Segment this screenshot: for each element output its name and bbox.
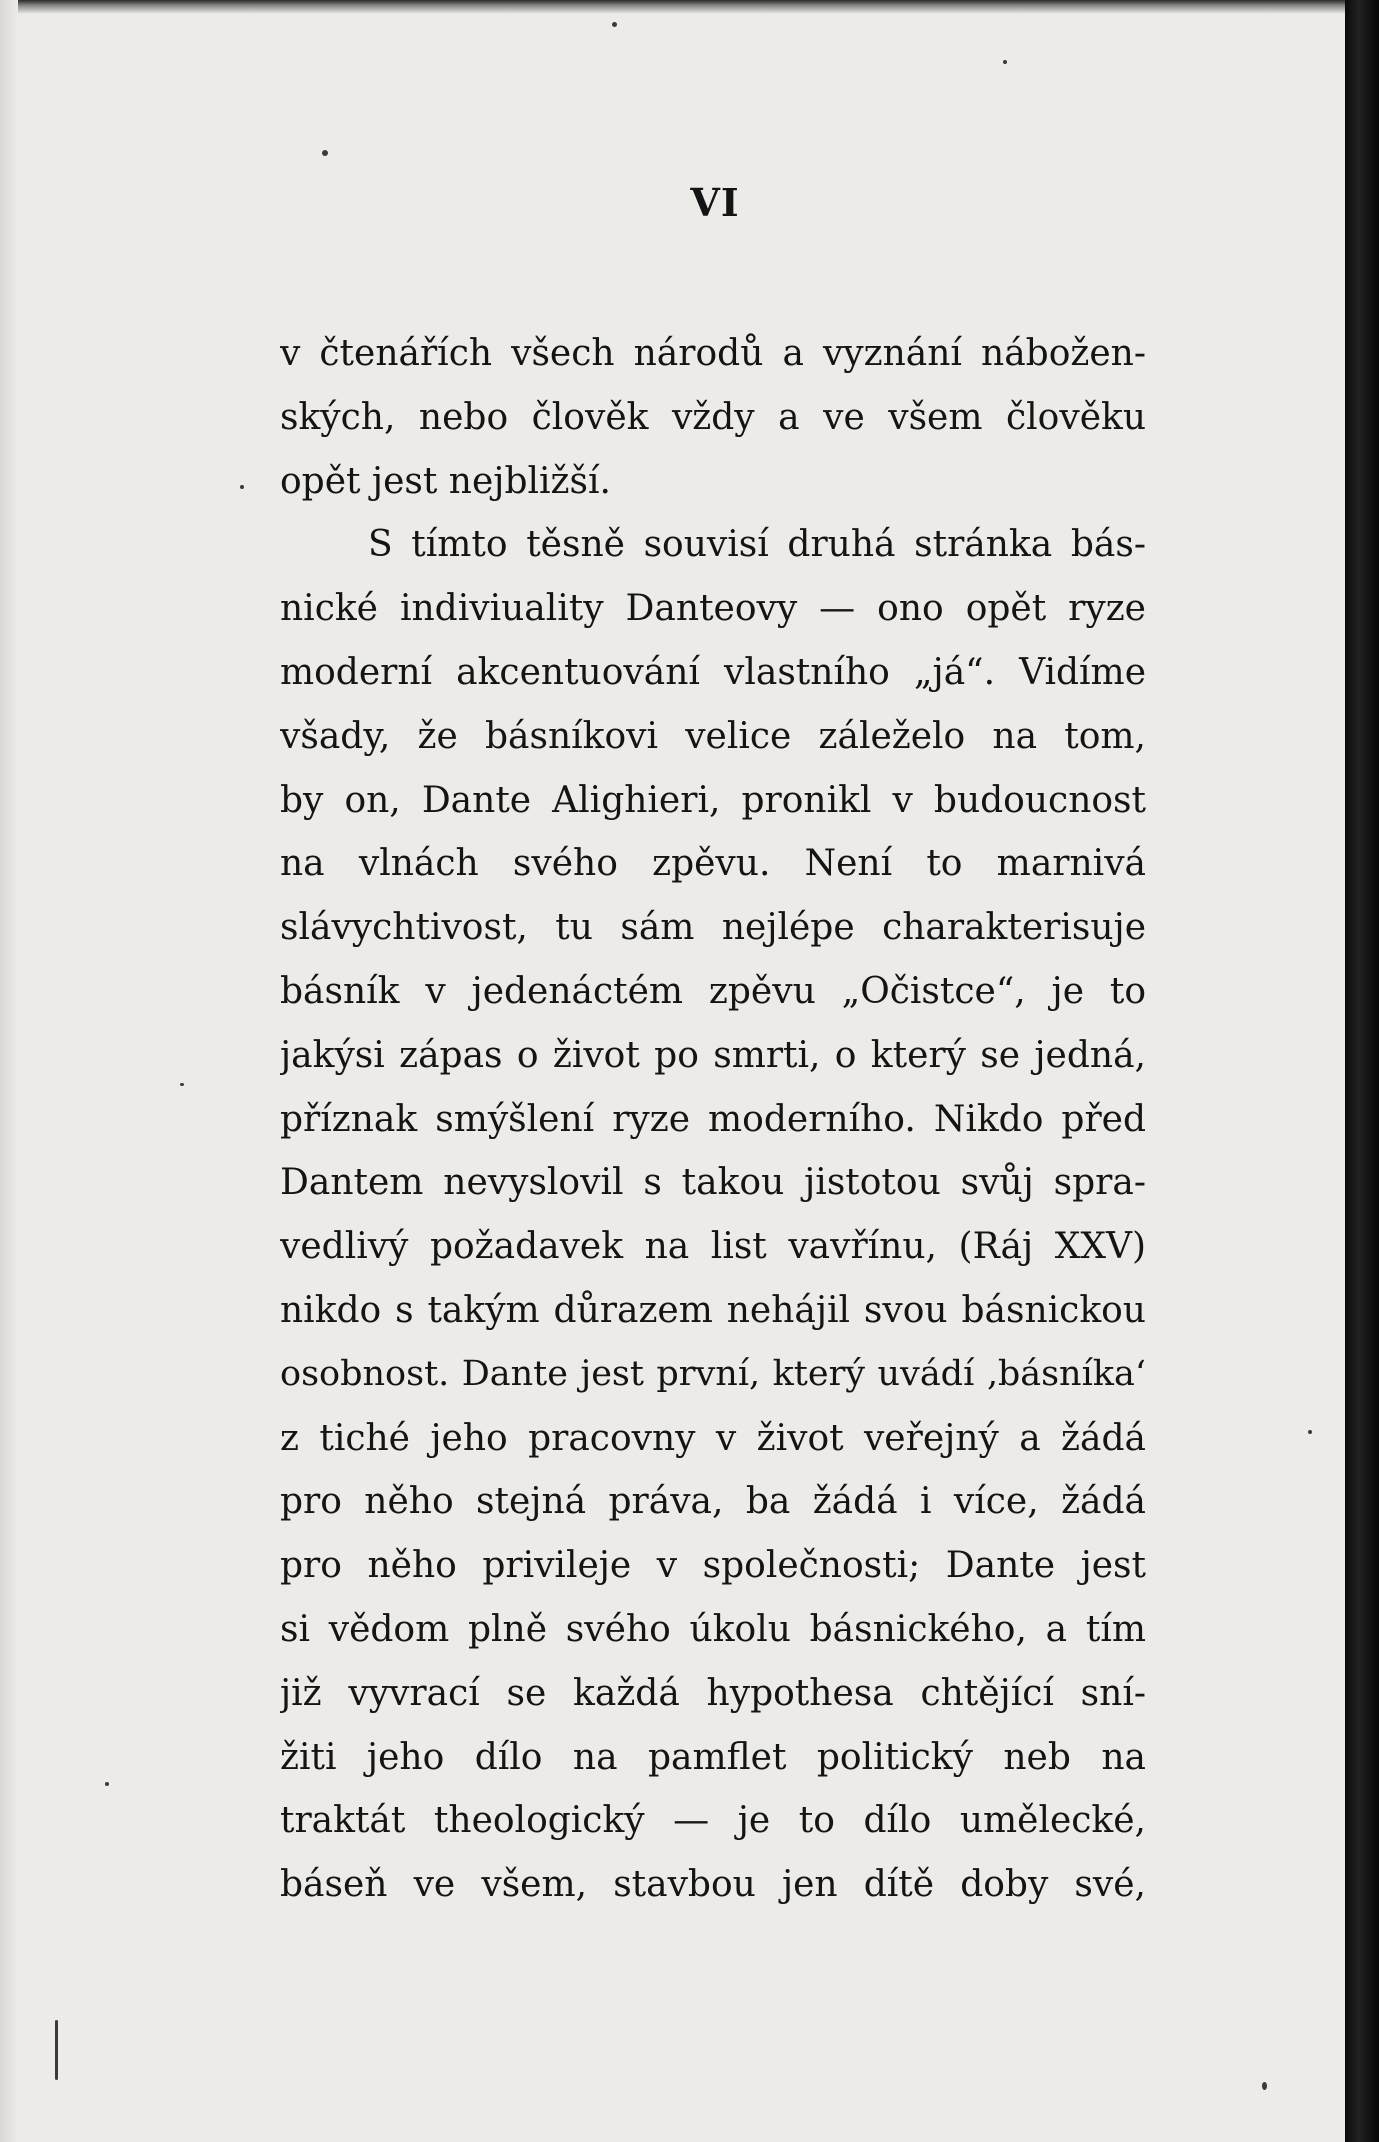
- text-line: již vyvrací se každá hypothesa chtějící sní-: [280, 1672, 1146, 1714]
- page-number: VI: [690, 180, 740, 225]
- paper-speck: [1003, 60, 1007, 64]
- text-line: v čtenářích všech národů a vyznání nábožen-: [280, 333, 1146, 374]
- text-line: by on, Dante Alighieri, pronikl v budoucnost: [280, 779, 1146, 821]
- text-line: opět jest nejbližší.: [280, 460, 611, 502]
- page-top-edge: [0, 0, 1345, 14]
- text-line: z tiché jeho pracovny v život veřejný a žádá: [280, 1417, 1146, 1459]
- page-right-edge: [1345, 0, 1379, 2142]
- text-line: S tímto těsně souvisí druhá stránka bás-: [368, 524, 1146, 566]
- text-line: osobnost. Dante jest první, který uvádí ‚básníka‘: [280, 1353, 1146, 1394]
- paper-speck: [240, 485, 244, 489]
- text-line: básník v jedenáctém zpěvu „Očistce“, je to: [280, 970, 1146, 1012]
- text-line: pro něho privileje v společnosti; Dante jest: [280, 1545, 1146, 1587]
- text-line: si vědom plně svého úkolu básnického, a tím: [280, 1608, 1146, 1650]
- text-line: moderní akcentuování vlastního „já“. Vidíme: [280, 651, 1146, 693]
- text-line: nické indiviuality Danteovy — ono opět ryze: [280, 588, 1146, 630]
- text-line: slávychtivost, tu sám nejlépe charakterisuje: [280, 907, 1146, 949]
- text-line: žiti jeho dílo na pamflet politický neb na: [280, 1736, 1146, 1778]
- text-line: ských, nebo člověk vždy a ve všem člověku: [280, 396, 1146, 438]
- paper-speck: [180, 1083, 184, 1086]
- paper-speck: [612, 22, 617, 27]
- paper-speck: [105, 1782, 109, 1786]
- text-line: všady, že básníkovi velice záleželo na tom,: [280, 715, 1146, 757]
- body-text: [280, 322, 1146, 1917]
- paper-speck: [1262, 2082, 1267, 2090]
- paper-speck: [55, 2020, 58, 2080]
- text-line: Dantem nevyslovil s takou jistotou svůj spra-: [280, 1162, 1146, 1204]
- text-line: na vlnách svého zpěvu. Není to marnivá: [280, 843, 1146, 885]
- text-line: traktát theologický — je to dílo umělecké,: [280, 1800, 1146, 1842]
- text-line: báseň ve všem, stavbou jen dítě doby své,: [280, 1864, 1146, 1906]
- text-line: příznak smýšlení ryze moderního. Nikdo před: [280, 1098, 1146, 1140]
- text-line: nikdo s takým důrazem nehájil svou básnickou: [280, 1289, 1146, 1331]
- text-line: jakýsi zápas o život po smrti, o který se jedná,: [280, 1034, 1146, 1076]
- paper-speck: [1308, 1430, 1312, 1434]
- paper-speck: [322, 150, 328, 156]
- text-line: vedlivý požadavek na list vavřínu, (Ráj XXV): [280, 1226, 1146, 1268]
- text-line: pro něho stejná práva, ba žádá i více, žádá: [280, 1481, 1146, 1523]
- page-gutter-shadow: [0, 0, 18, 2142]
